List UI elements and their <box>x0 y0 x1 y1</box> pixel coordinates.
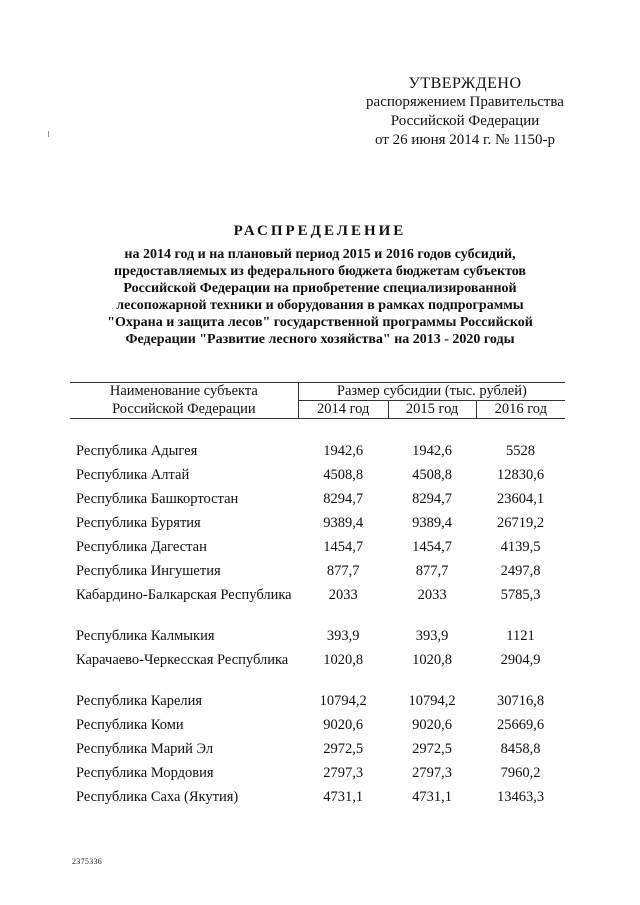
column-header-year: 2014 год <box>298 401 388 419</box>
region-name: Республика Марий Эл <box>76 741 214 757</box>
column-header-year: 2015 год <box>388 401 476 419</box>
region-name: Карачаево-Черкесская Республика <box>76 652 289 668</box>
value-2014: 1454,7 <box>323 539 364 555</box>
column-header-subsidy: Размер субсидии (тыс. рублей) <box>298 383 565 401</box>
table-row <box>70 789 565 813</box>
region-name: Республика Дагестан <box>76 539 207 555</box>
column-header-name-2: Российской Федерации <box>70 401 298 419</box>
value-2016: 5528 <box>506 443 536 459</box>
document-code: 2375336 <box>72 857 103 866</box>
table-row <box>70 443 565 467</box>
region-name: Республика Калмыкия <box>76 628 215 644</box>
title-line: лесопожарной техники и оборудования в рамках подпрограммы <box>116 298 524 313</box>
value-2016: 2904,9 <box>500 652 541 668</box>
title-subtitle <box>60 246 580 348</box>
value-2016: 13463,3 <box>496 789 545 805</box>
value-2015: 4508,8 <box>412 467 453 483</box>
value-2015: 2033 <box>417 587 447 603</box>
value-2016: 12830,6 <box>496 467 545 483</box>
table-row <box>70 628 565 652</box>
region-name: Республика Башкортостан <box>76 491 239 507</box>
value-2016: 7960,2 <box>500 765 541 781</box>
value-2015: 393,9 <box>415 628 449 644</box>
title-line: на 2014 год и на плановый период 2015 и 2016 годов субсидий, <box>124 247 516 262</box>
subsidy-table <box>70 382 565 813</box>
region-name: Республика Алтай <box>76 467 190 483</box>
value-2015: 877,7 <box>415 563 449 579</box>
value-2016: 23604,1 <box>496 491 545 507</box>
region-name: Республика Ингушетия <box>76 563 221 579</box>
value-2014: 4508,8 <box>323 467 364 483</box>
value-2015: 9389,4 <box>412 515 453 531</box>
approval-heading: УТВЕРЖДЕНО <box>408 75 522 92</box>
value-2016: 8458,8 <box>500 741 541 757</box>
value-2015: 2797,3 <box>412 765 453 781</box>
value-2016: 30716,8 <box>496 693 545 709</box>
table-row <box>70 765 565 789</box>
table-row <box>70 693 565 717</box>
value-2014: 4731,1 <box>323 789 364 805</box>
table-row <box>70 587 565 628</box>
column-header-name-1: Наименование субъекта <box>70 383 298 401</box>
table-row <box>70 491 565 515</box>
value-2015: 9020,6 <box>412 717 453 733</box>
table-row <box>70 563 565 587</box>
title-line: предоставляемых из федерального бюджета бюджетам субъектов <box>114 264 526 279</box>
value-2014: 1942,6 <box>323 443 364 459</box>
value-2015: 10794,2 <box>408 693 456 709</box>
value-2014: 2797,3 <box>323 765 364 781</box>
value-2016: 4139,5 <box>500 539 541 555</box>
title-main: РАСПРЕДЕЛЕНИЕ <box>233 223 407 239</box>
value-2016: 5785,3 <box>500 587 541 603</box>
region-name: Республика Карелия <box>76 693 203 709</box>
approval-line-3: от 26 июня 2014 г. № 1150-р <box>375 132 555 148</box>
table-row <box>70 717 565 741</box>
value-2014: 393,9 <box>326 628 360 644</box>
value-2016: 26719,2 <box>496 515 545 531</box>
region-name: Республика Бурятия <box>76 515 201 531</box>
approval-line-1: распоряжением Правительства <box>366 94 564 110</box>
value-2014: 9389,4 <box>323 515 364 531</box>
table-header <box>70 383 565 419</box>
value-2014: 1020,8 <box>323 652 364 668</box>
region-name: Республика Коми <box>76 717 184 733</box>
value-2014: 2972,5 <box>323 741 364 757</box>
value-2014: 2033 <box>328 587 358 603</box>
value-2014: 877,7 <box>326 563 360 579</box>
region-name: Республика Саха (Якутия) <box>76 789 239 805</box>
table-body <box>70 419 565 814</box>
title-line: Российской Федерации на приобретение специализированной <box>123 281 517 296</box>
approval-line-2: Российской Федерации <box>390 113 540 129</box>
value-2015: 2972,5 <box>412 741 453 757</box>
table-row <box>70 539 565 563</box>
margin-mark <box>48 131 49 137</box>
value-2014: 10794,2 <box>319 693 367 709</box>
table-row <box>70 467 565 491</box>
table-row <box>70 515 565 539</box>
title-line: Федерации "Развитие лесного хозяйства" на 2013 - 2020 годы <box>125 332 515 347</box>
approval-block <box>340 74 590 150</box>
value-2015: 4731,1 <box>412 789 453 805</box>
value-2015: 1942,6 <box>412 443 453 459</box>
value-2015: 1454,7 <box>412 539 453 555</box>
value-2015: 1020,8 <box>412 652 453 668</box>
column-header-year: 2016 год <box>476 401 565 419</box>
region-name: Кабардино-Балкарская Республика <box>76 587 292 603</box>
value-2014: 9020,6 <box>323 717 364 733</box>
value-2016: 1121 <box>506 628 535 644</box>
document-title <box>60 221 580 348</box>
table-row <box>70 652 565 693</box>
region-name: Республика Адыгея <box>76 443 198 459</box>
value-2016: 2497,8 <box>500 563 541 579</box>
title-line: "Охрана и защита лесов" государственной программы Российской <box>107 315 533 330</box>
region-name: Республика Мордовия <box>76 765 214 781</box>
table-row <box>70 741 565 765</box>
value-2015: 8294,7 <box>412 491 453 507</box>
value-2014: 8294,7 <box>323 491 364 507</box>
value-2016: 25669,6 <box>496 717 545 733</box>
